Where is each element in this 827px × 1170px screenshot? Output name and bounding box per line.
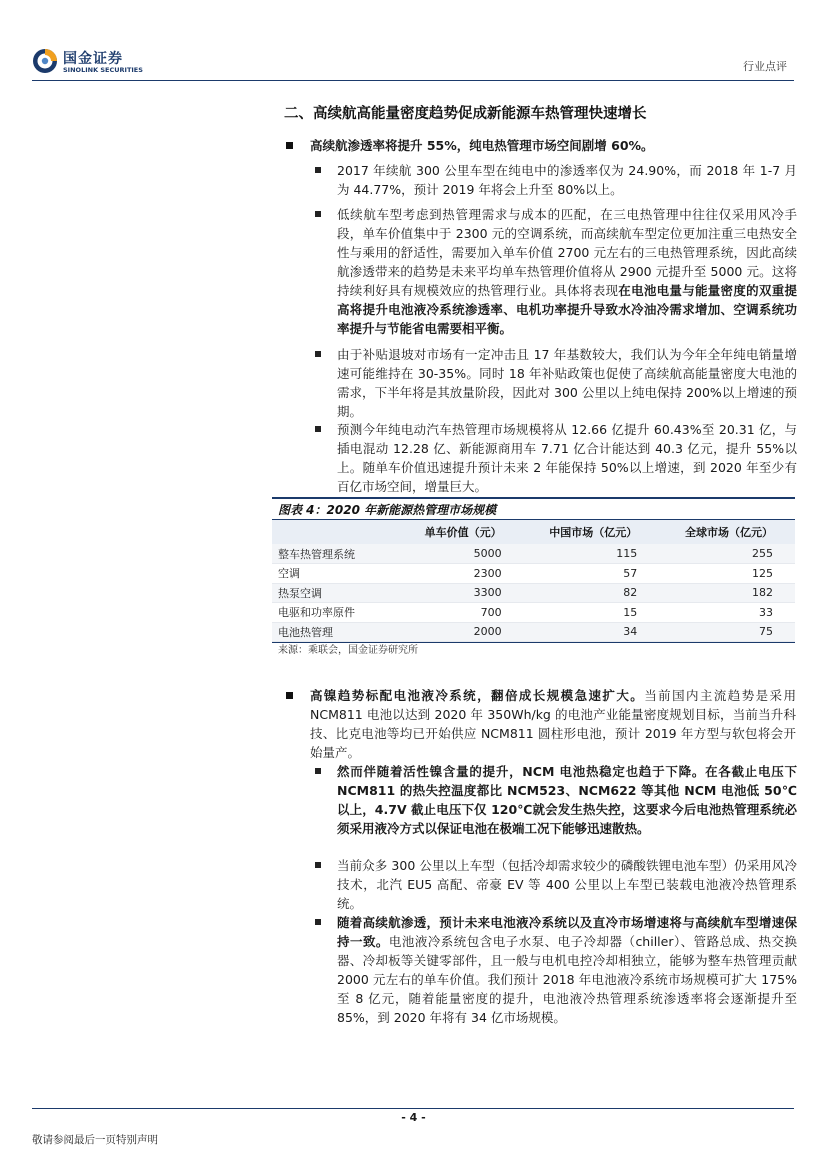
sub-point-2-2: [315, 856, 797, 913]
sub-point-1-3: [315, 345, 797, 421]
square-bullet-icon: [315, 426, 321, 432]
table-source: 来源：乘联会，国金证券研究所: [278, 645, 418, 656]
market-size-table: [272, 497, 795, 643]
footer-divider: [32, 1108, 794, 1109]
cell-china-market: 34: [524, 622, 660, 642]
column-header: 中国市场（亿元）: [524, 520, 660, 544]
row-label: 电驱和功率原件: [272, 603, 402, 623]
square-bullet-icon: [315, 167, 321, 173]
row-label: 空调: [272, 564, 402, 584]
sub-point-1-2: [315, 205, 797, 338]
logo-text-cn: 国金证券: [63, 51, 123, 67]
square-bullet-icon: [286, 142, 293, 149]
cell-china-market: 82: [524, 583, 660, 603]
key-point-regular: 当前国内主流趋势是采用 NCM811 电池以达到 2020 年 350Wh/kg 的电池产业能量密度规划目标，当前当升科技、比克电池等均已开始供应 NCM811 圆柱形电池，预计 2019 年方型与软包将会开始量产。: [310, 688, 796, 760]
column-header: 全球市场（亿元）: [659, 520, 795, 544]
sub-point-regular: 当前众多 300 公里以上车型（包括冷却需求较少的磷酸铁锂电池车型）仍采用风冷技术，北汽 EU5 高配、帝豪 EV 等 400 公里以上车型已装载电池液冷热管理系统。: [337, 858, 797, 911]
sub-point-regular: 低续航车型考虑到热管理需求与成本的匹配，在三电热管理中往往仅采用风冷手段，单车价值集中于 2300 元的空调系统，而高续航车型定位更加注重三电热安全性与乘用的舒适性，需要加入单车价值 2700 元左右的三电热管理系统，因此高续航渗透带来的趋势是未来平均单车热管理价值将从 2900 元提升至 5000 元。这将持续利好具有规模效应的热管理行业。具体将表现: [337, 207, 797, 298]
report-type-tag: 行业点评: [743, 60, 787, 73]
cell-china-market: 115: [524, 544, 660, 564]
cell-unit-value: 700: [402, 603, 524, 623]
sub-point-text: [337, 205, 797, 338]
square-bullet-icon: [315, 351, 321, 357]
key-point-2: [286, 686, 796, 762]
cell-unit-value: 3300: [402, 583, 524, 603]
page-header: [0, 0, 827, 90]
square-bullet-icon: [315, 862, 321, 868]
row-label: 整车热管理系统: [272, 544, 402, 564]
cell-unit-value: 2000: [402, 622, 524, 642]
cell-global-market: 182: [659, 583, 795, 603]
sub-point-text: [337, 913, 797, 1027]
sub-point-text: [337, 856, 797, 913]
cell-unit-value: 5000: [402, 544, 524, 564]
key-point-2-text: [310, 686, 796, 762]
page-number: - 4 -: [401, 1111, 426, 1124]
header-divider: [32, 80, 794, 81]
square-bullet-icon: [315, 768, 321, 774]
sub-point-2-3: [315, 913, 797, 1027]
table-title: 图表 4：2020 年新能源热管理市场规模: [272, 497, 795, 520]
disclaimer-note: 敬请参阅最后一页特别声明: [32, 1134, 158, 1146]
sub-point-emphasis: 然而伴随着活性镍含量的提升，NCM 电池热稳定也趋于下降。在各截止电压下 NCM811 的热失控温度都比 NCM523、NCM622 等其他 NCM 电池低 50℃以上，4.7V 截止电压下仅 120℃就会发生热失控，这要求今后电池热管理系统必须采用液冷方式以保证电池在极端工况下能够迅速散热。: [337, 764, 797, 836]
sub-point-2-1: [315, 762, 797, 838]
table-row: [272, 583, 795, 603]
table-row: [272, 603, 795, 623]
sub-point-text: 由于补贴退坡对市场有一定冲击且 17 年基数较大，我们认为今年全年纯电销量增速可能维持在 30-35%。同时 18 年补贴政策也促使了高续航高能量密度大电池的需求，下半年将是其放量阶段，因此对 300 公里以上纯电保持 200%以上增速的预期。: [337, 347, 797, 419]
row-label: 电池热管理: [272, 622, 402, 642]
company-logo: [32, 46, 152, 76]
square-bullet-icon: [286, 692, 293, 699]
table-row: [272, 622, 795, 642]
sub-point-regular: 电池液冷系统包含电子水泵、电子冷却器（chiller）、管路总成、热交换器、冷却板等关键零部件，且一般与电机电控冷却相独立，能够为整车热管理贡献 2000 元左右的单车价值。我们预计 2018 年电池液冷系统市场规模可扩大 175%至 8 亿元，随着能量密度的提升，电池液冷热管理系统渗透率将会逐渐提升至 85%，到 2020 年将有 34 亿市场规模。: [337, 934, 797, 1025]
cell-global-market: 125: [659, 564, 795, 584]
table-header-row: [272, 520, 795, 544]
sub-point-emphasis: 随着高续航渗透，预计未来电池液冷系统以及直冷市场增速将与高续航车型增速保持一致。: [337, 915, 797, 949]
sub-point-emphasis: 在电池电量与能量密度的双重提高将提升电池液冷系统渗透率、电机功率提升导致水冷油冷需求增加、空调系统功率提升与节能省电需要相平衡。: [337, 283, 797, 336]
column-header: 单车价值（元）: [402, 520, 524, 544]
sub-point-text: 2017 年续航 300 公里车型在纯电中的渗透率仅为 24.90%，而 2018 年 1-7 月为 44.77%，预计 2019 年将会上升至 80%以上。: [337, 163, 797, 197]
sub-point-text: 预测今年纯电动汽车热管理市场规模将从 12.66 亿提升 60.43%至 20.31 亿，与插电混动 12.28 亿、新能源商用车 7.71 亿合计能达到 40.3 亿元，提升 55%以上。随单车价值迅速提升预计未来 2 年能保持 50%以上增速，到 2020 年至少有百亿市场空间，增量巨大。: [337, 422, 797, 494]
cell-global-market: 33: [659, 603, 795, 623]
sub-point-1-4: [315, 420, 797, 496]
table-body: [272, 520, 795, 642]
cell-china-market: 15: [524, 603, 660, 623]
cell-global-market: 75: [659, 622, 795, 642]
cell-global-market: 255: [659, 544, 795, 564]
table-row: [272, 564, 795, 584]
section-title: 二、高续航高能量密度趋势促成新能源车热管理快速增长: [284, 106, 647, 122]
cell-china-market: 57: [524, 564, 660, 584]
key-point-emphasis: 高镍趋势标配电池液冷系统，翻倍成长规模急速扩大。: [310, 688, 645, 703]
sub-point-text: [337, 762, 797, 838]
logo-mark-icon: [32, 48, 58, 74]
square-bullet-icon: [315, 919, 321, 925]
sub-point-1-1: [315, 161, 797, 199]
key-point-1-text: 高续航渗透率将提升 55%，纯电热管理市场空间剧增 60%。: [310, 138, 654, 153]
key-point-1: [286, 136, 796, 155]
column-header: [272, 520, 402, 544]
row-label: 热泵空调: [272, 583, 402, 603]
table-row: [272, 544, 795, 564]
logo-text-en: SINOLINK SECURITIES: [63, 66, 143, 74]
cell-unit-value: 2300: [402, 564, 524, 584]
square-bullet-icon: [315, 211, 321, 217]
